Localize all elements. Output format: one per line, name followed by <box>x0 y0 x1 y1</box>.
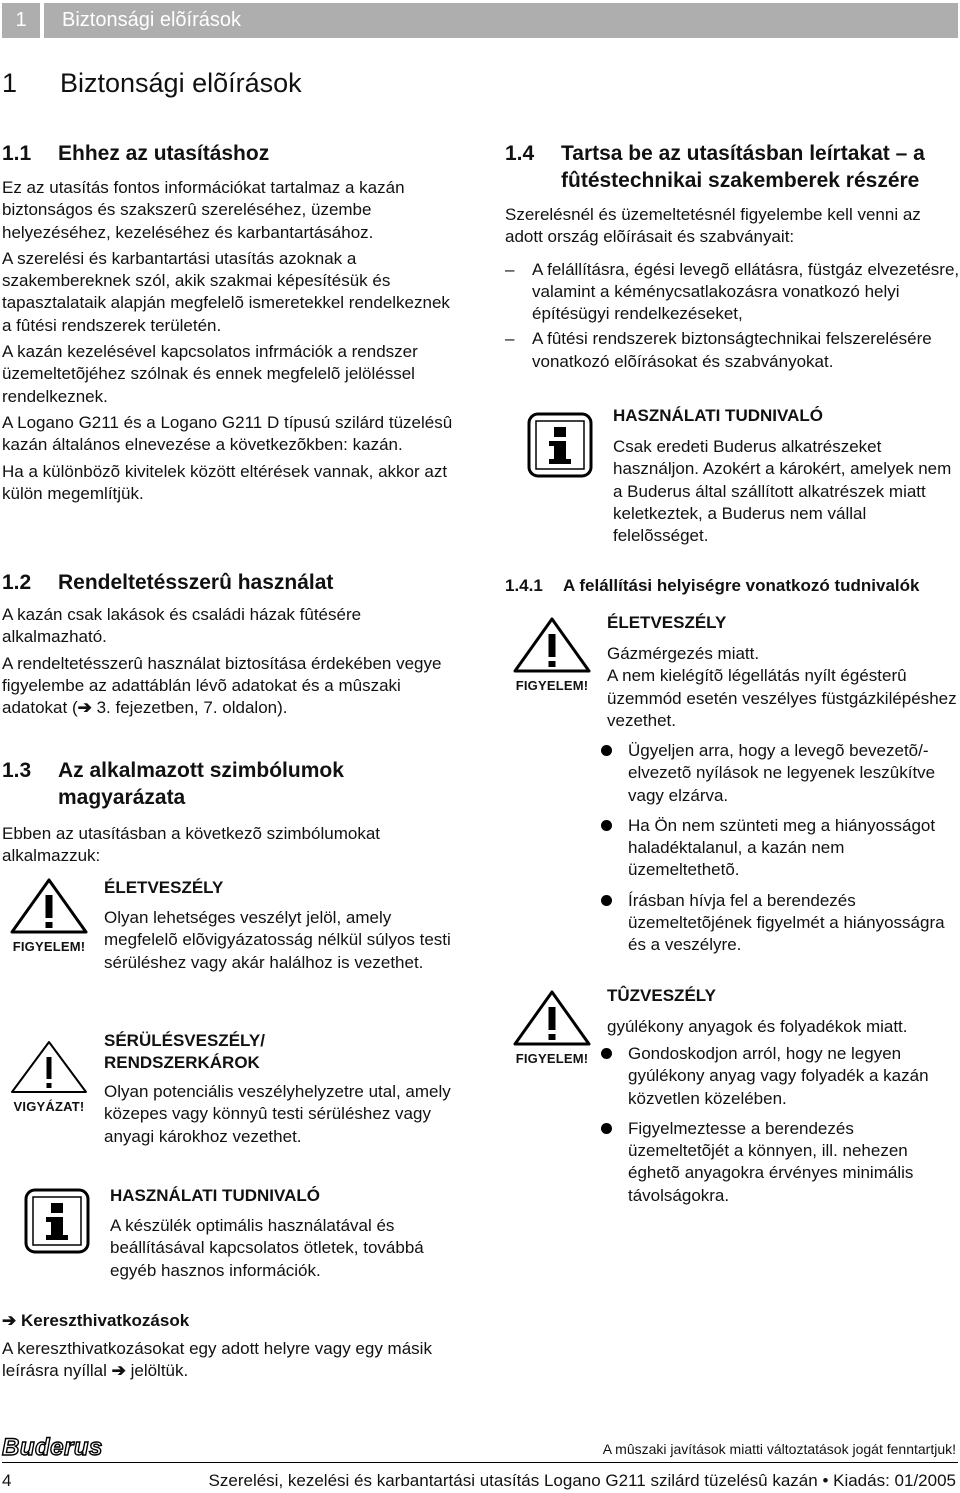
warning-label: FIGYELEM! <box>12 939 86 954</box>
paragraph: A nem kielégítõ légellátás nyílt égésterû üzemmód esetén veszélyes füstgázkilépéshez vezethet. <box>607 666 957 730</box>
rights-note: A mûszaki javítások miatti változtatások jogát fenntartjuk! <box>602 1441 956 1457</box>
danger-block <box>104 877 454 974</box>
warning-label: VIGYÁZAT! <box>13 1099 85 1114</box>
page-title-number: 1 <box>2 68 18 98</box>
requirements-list <box>505 259 960 373</box>
caution-symbol <box>6 1040 92 1114</box>
warning-label: FIGYELEM! <box>515 1051 589 1066</box>
paragraph: A szerelési és karbantartási utasítás azoknak a szakembereknek szól, akik szakmai képesítésük és tapasztalataik alapján megfelelõ ismeretekkel rendelkeznek a fûtési rendszerek területén. <box>2 248 450 335</box>
section-title: Ehhez az utasításhoz <box>58 142 270 165</box>
paragraph: gyúlékony anyagok és folyadékok miatt. <box>607 1017 908 1036</box>
section-1-1 <box>2 140 454 505</box>
page-title <box>2 68 302 99</box>
paragraph: Ha a különbözõ kivitelek között eltérések vannak, akkor azt külön megemlítjük. <box>2 461 448 503</box>
section-title: Az alkalmazott szimbólumok <box>58 759 344 782</box>
paragraph: Gázmérgezés miatt. <box>607 644 760 663</box>
header-chapter-number: 1 <box>2 3 40 38</box>
bullet-icon <box>601 1048 612 1059</box>
note-symbol <box>527 412 593 483</box>
list-item-text: Ha Ön nem szünteti meg a hiányosságot haladéktalanul, a kazán nem üzemeltethetõ. <box>628 815 936 880</box>
danger-block <box>607 985 959 1038</box>
caution-block <box>104 1030 464 1148</box>
section-1-1-heading <box>2 140 454 167</box>
bullet-icon <box>601 1123 612 1134</box>
signal-word: HASZNÁLATI TUDNIVALÓ <box>110 1186 320 1205</box>
text: 3. fejezetben, 7. oldalon). <box>91 698 288 718</box>
arrow-right-icon: ➔ <box>77 698 92 718</box>
section-title: Tartsa be az utasításban leírtakat – a <box>561 142 925 165</box>
paragraph: Ebben az utasításban a következõ szimbólumokat alkalmazzuk: <box>2 824 380 866</box>
paragraph: Csak eredeti Buderus alkatrészeket használjon. Azokért a károkért, amelyek nem a Buderus által szállított alkatrészek miatt keletkeztek, a Buderus nem vállal felelõsséget. <box>613 437 952 546</box>
warning-label: FIGYELEM! <box>515 678 589 693</box>
list-item-text: Gondoskodjon arról, hogy ne legyen gyúlékony anyag vagy folyadék a kazán közvetlen közelében. <box>628 1044 929 1108</box>
signal-word: HASZNÁLATI TUDNIVALÓ <box>613 406 823 425</box>
buderus-logo: Buderus <box>2 1434 103 1461</box>
list-item-text: A fûtési rendszerek biztonságtechnikai felszerelésére vonatkozó elõírásokat és szabványokat. <box>532 329 932 371</box>
signal-word: TÛZVESZÉLY <box>607 986 716 1005</box>
list-item <box>601 890 959 957</box>
page-title-text: Biztonsági elõírások <box>60 68 302 98</box>
danger-block <box>607 612 959 740</box>
dash: – <box>505 329 515 349</box>
crossref-title: Kereszthivatkozások <box>20 1311 190 1330</box>
paragraph: A kazán kezelésével kapcsolatos infrmációk a rendszer üzemeltetõjéhez szólnak és ennek megfelelõ jelöléssel rendelkeznek. <box>2 342 418 406</box>
danger-symbol <box>6 878 92 954</box>
paragraph: A kazán csak lakások és családi házak fûtésére alkalmazható. <box>2 605 362 647</box>
section-title: Rendeltetésszerû használat <box>58 571 334 594</box>
section-1-4-heading <box>505 140 960 194</box>
section-1-4-1-heading <box>505 575 960 597</box>
paragraph: A Logano G211 és a Logano G211 D típusú szilárd tüzelésû kazán általános elnevezése a következõkben: kazán. <box>2 412 453 455</box>
bullet-icon <box>601 745 612 756</box>
warning-triangle-icon <box>6 1040 92 1094</box>
bullet-icon <box>601 895 612 906</box>
section-title: A felállítási helyiségre vonatkozó tudnivalók <box>563 576 920 595</box>
warning-triangle-icon <box>509 990 595 1046</box>
instruction-list <box>601 740 959 965</box>
instruction-list <box>601 1043 959 1215</box>
paragraph <box>2 1338 454 1383</box>
list-item-text: Ügyeljen arra, hogy a levegõ bevezetõ/-elvezetõ nyílások ne legyenek leszûkítve vagy elzárva. <box>628 741 936 805</box>
section-1-2-heading <box>2 569 454 596</box>
signal-word: ÉLETVESZÉLY <box>104 878 224 897</box>
list-item-text: A felállításra, égési levegõ ellátásra, füstgáz elvezetésre, valamint a kéménycsatlakozásra vonatkozó helyi építésügyi rendelkezéseket, <box>532 259 960 324</box>
list-item <box>505 328 960 373</box>
arrow-right-icon: ➔ <box>111 1361 126 1381</box>
list-item <box>601 1043 959 1110</box>
danger-symbol <box>509 990 595 1066</box>
section-1-3 <box>2 757 454 868</box>
note-block <box>613 405 958 547</box>
section-number: 1.3 <box>2 759 32 782</box>
text: A rendeltetésszerû használat biztosítása érdekében vegye figyelembe az adattáblán lévõ adatokat és a mûszaki adatokat ( <box>2 653 442 718</box>
info-icon <box>24 1188 90 1254</box>
list-item <box>505 259 960 326</box>
list-item <box>601 815 959 882</box>
paragraph: A készülék optimális használatával és beállításával kapcsolatos ötletek, továbbá egyéb hasznos információk. <box>110 1216 424 1280</box>
section-number: 1.2 <box>2 571 32 594</box>
note-block <box>110 1185 450 1282</box>
signal-word-line: SÉRÜLÉSVESZÉLY/ <box>104 1031 265 1050</box>
signal-word <box>104 1030 464 1074</box>
list-item <box>601 1118 959 1207</box>
paragraph <box>2 653 454 720</box>
document-info: Szerelési, kezelési és karbantartási utasítás Logano G211 szilárd tüzelésû kazán • Kiadás: 01/2005 <box>208 1471 956 1490</box>
bullet-icon <box>601 820 612 831</box>
section-number: 1.4 <box>505 142 535 165</box>
section-title-cont: fûtéstechnikai szakemberek részére <box>561 169 920 192</box>
list-item-text: Írásban hívja fel a berendezés üzemeltetõjének figyelmét a hiányosságra és a veszélyre. <box>628 890 945 955</box>
paragraph: Ez az utasítás fontos információkat tartalmaz a kazán biztonságos és szakszerû szereléséhez, üzembe helyezéséhez, kezeléséhez és karbantartásához. <box>2 178 405 242</box>
footer-divider <box>2 1462 958 1463</box>
section-1-3-heading <box>2 757 454 811</box>
section-1-4 <box>505 140 960 373</box>
list-item-text: Figyelmeztesse a berendezés üzemeltetõjét a könnyen, ill. nehezen éghetõ anyagokra érvényes minimális távolságokra. <box>628 1118 914 1205</box>
paragraph: Olyan potenciális veszélyhelyzetre utal, amely közepes vagy könnyû testi sérüléshez vagy anyagi károkhoz vezethet. <box>104 1082 451 1146</box>
signal-word: ÉLETVESZÉLY <box>607 613 727 632</box>
page-number: 4 <box>2 1471 12 1490</box>
danger-symbol <box>509 617 595 693</box>
note-symbol <box>24 1188 90 1259</box>
text: jelöltük. <box>125 1361 189 1381</box>
info-icon <box>527 412 593 478</box>
list-item <box>601 740 959 807</box>
warning-triangle-icon <box>509 617 595 673</box>
crossref-heading <box>2 1310 454 1332</box>
arrow-right-icon: ➔ <box>2 1311 17 1330</box>
signal-word-line: RENDSZERKÁROK <box>104 1053 260 1072</box>
section-number: 1.1 <box>2 142 32 165</box>
header-chapter-title: Biztonsági elõírások <box>44 3 958 38</box>
text: A kereszthivatkozásokat egy adott helyre vagy egy másik leírásra nyíllal <box>2 1339 432 1381</box>
section-1-2 <box>2 569 454 719</box>
dash: – <box>505 259 515 279</box>
section-number: 1.4.1 <box>505 576 543 595</box>
paragraph: Szerelésnél és üzemeltetésnél figyelembe kell venni az adott ország elõírásait és szabványait: <box>505 205 921 247</box>
crossref-block <box>2 1310 454 1383</box>
section-title-cont: magyarázata <box>58 786 186 809</box>
warning-triangle-icon <box>6 878 92 934</box>
paragraph: Olyan lehetséges veszélyt jelöl, amely megfelelõ elõvigyázatosság nélkül súlyos testi sérüléshez vagy akár halálhoz is vezethet. <box>104 908 451 972</box>
